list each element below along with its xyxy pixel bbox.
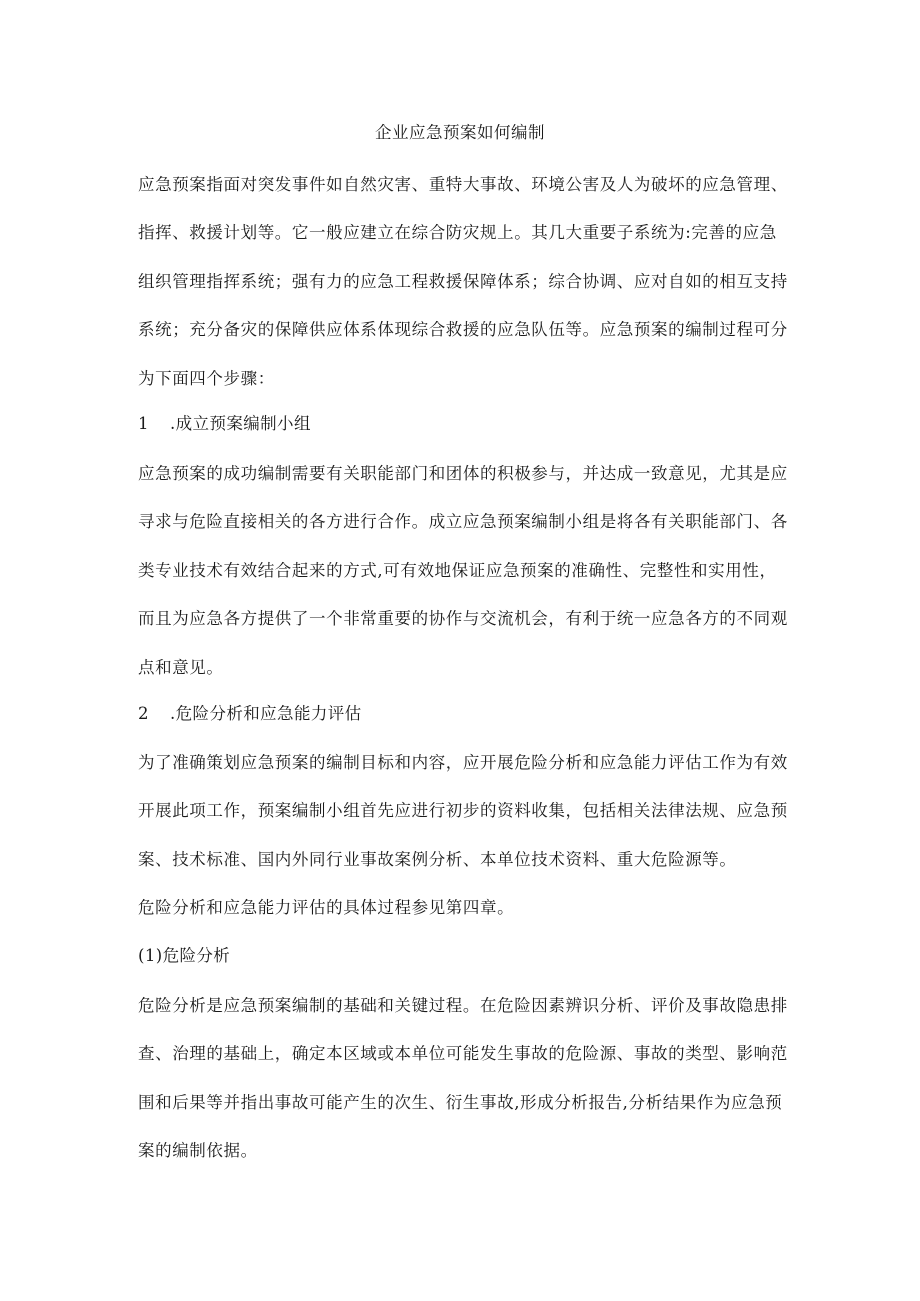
subsection-heading-1: (1)危险分析 bbox=[138, 946, 231, 965]
paragraph-line: 类专业技术有效结合起来的方式,可有效地保证应急预案的准确性、完整性和实用性， bbox=[138, 560, 777, 580]
paragraph-line: 查、治理的基础上，确定本区域或本单位可能发生事故的危险源、事故的类型、影响范 bbox=[138, 1044, 788, 1064]
paragraph-line: 系统；充分备灾的保障供应体系体现综合救援的应急队伍等。应急预案的编制过程可分 bbox=[138, 320, 788, 340]
paragraph-line: 案的编制依据。 bbox=[138, 1141, 258, 1161]
section-title: .成立预案编制小组 bbox=[170, 414, 311, 433]
section-title: .危险分析和应急能力评估 bbox=[170, 704, 362, 723]
section-2-paragraph bbox=[138, 739, 788, 933]
paragraph-line: 为了准确策划应急预案的编制目标和内容，应开展危险分析和应急能力评估工作为有效 bbox=[138, 753, 788, 772]
section-number: 2 bbox=[138, 704, 149, 723]
intro-paragraph bbox=[138, 161, 788, 403]
paragraph-line: 应急预案指面对突发事件如自然灾害、重特大事故、环境公害及人为破坏的应急管理、 bbox=[138, 175, 788, 194]
document-title: 企业应急预案如何编制 bbox=[375, 123, 545, 142]
paragraph-line: 点和意见。 bbox=[138, 657, 224, 677]
paragraph-line: 寻求与危险直接相关的各方进行合作。成立应急预案编制小组是将各有关职能部门、各 bbox=[138, 512, 788, 532]
section-number: 1 bbox=[138, 414, 149, 433]
section-heading-2 bbox=[138, 702, 362, 726]
subsection-1-paragraph bbox=[138, 982, 788, 1176]
section-1-paragraph bbox=[138, 450, 788, 692]
paragraph-line: 危险分析是应急预案编制的基础和关键过程。在危险因素辨识分析、评价及事故隐患排 bbox=[138, 996, 788, 1015]
paragraph-line: 开展此项工作，预案编制小组首先应进行初步的资料收集，包括相关法律法规、应急预 bbox=[138, 801, 788, 821]
paragraph-line: 为下面四个步骤： bbox=[138, 368, 275, 388]
paragraph-line: 指挥、救援计划等。它一般应建立在综合防灾规上。其几大重要子系统为:完善的应急 bbox=[138, 223, 777, 243]
paragraph-line: 危险分析和应急能力评估的具体过程参见第四章。 bbox=[138, 898, 515, 918]
paragraph-line: 应急预案的成功编制需要有关职能部门和团体的积极参与，并达成一致意见，尤其是应 bbox=[138, 464, 788, 483]
paragraph-line: 而且为应急各方提供了一个非常重要的协作与交流机会，有利于统一应急各方的不同观 bbox=[138, 609, 788, 629]
paragraph-line: 组织管理指挥系统；强有力的应急工程救援保障体系；综合协调、应对自如的相互支持 bbox=[138, 271, 788, 291]
paragraph-line: 围和后果等并指出事故可能产生的次生、衍生事故,形成分析报告,分析结果作为应急预 bbox=[138, 1092, 783, 1112]
paragraph-line: 案、技术标准、国内外同行业事故案例分析、本单位技术资料、重大危险源等。 bbox=[138, 849, 737, 869]
section-heading-1 bbox=[138, 412, 311, 436]
